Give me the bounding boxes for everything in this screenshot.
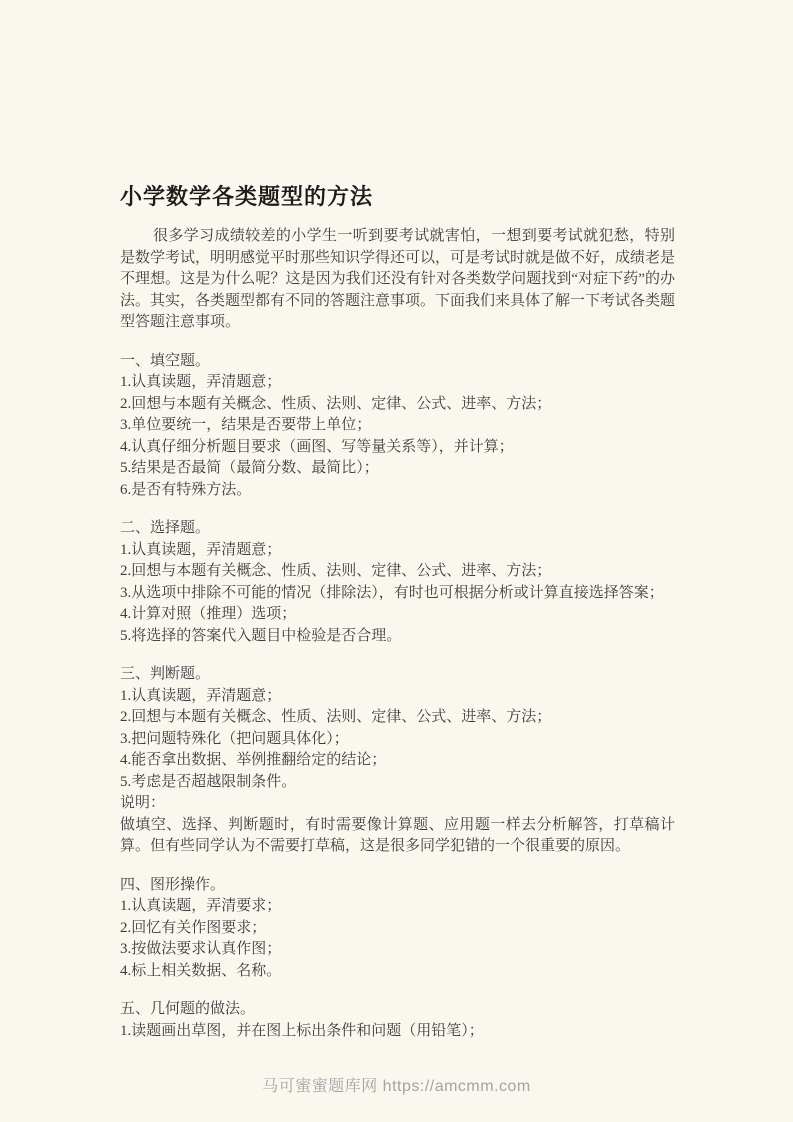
section-heading: 二、选择题。 (120, 520, 211, 536)
page-title: 小学数学各类题型的方法 (120, 184, 374, 209)
section-line: 2.回忆有关作图要求； (120, 919, 267, 936)
section-line: 4.能否拿出数据、举例推翻给定的结论； (120, 752, 387, 768)
section-lines (120, 686, 675, 858)
section (120, 518, 675, 647)
section-line: 5.考虑是否超越限制条件。 (120, 773, 297, 790)
section-line: 3.单位要统一，结果是否要带上单位； (120, 417, 372, 433)
document-content (120, 183, 675, 1042)
section-line: 4.标上相关数据、名称。 (120, 962, 282, 979)
section-line: 5.结果是否最简（最简分数、最简比）； (120, 460, 379, 476)
section-line: 4.计算对照（推理）选项； (120, 606, 297, 622)
intro-paragraph: 很多学习成绩较差的小学生一听到要考试就害怕，一想到要考试就犯愁，特别是数学考试，明明感觉平时那些知识学得还可以，可是考试时就是做不好，成绩老是不理想。这是为什么呢？这是因为我们还没有针对各类数学问题找到“对症下药”的办法。其实，各类题型都有不同的答题注意事项。下面我们来具体了解一下考试各类题型答题注意事项。 (120, 228, 676, 330)
section-lines (120, 1021, 675, 1043)
section-heading: 四、图形操作。 (120, 876, 226, 893)
section-line: 4.认真仔细分析题目要求（画图、写等量关系等），并计算； (120, 438, 514, 455)
section-lines (120, 896, 675, 982)
section-line: 2.回想与本题有关概念、性质、法则、定律、公式、进率、方法； (120, 709, 552, 725)
section (120, 664, 675, 858)
section (120, 875, 675, 983)
section-heading: 五、几何题的做法。 (120, 1001, 256, 1017)
section-heading: 一、填空题。 (120, 352, 211, 369)
section-line: 1.认真读题，弄清题意； (120, 541, 282, 558)
section-line: 2.回想与本题有关概念、性质、法则、定律、公式、进率、方法； (120, 395, 552, 412)
section-note: 做填空、选择、判断题时，有时需要像计算题、应用题一样去分析解答，打草稿计算。但有些同学认为不需要打草稿，这是很多同学犯错的一个很重要的原因。 (120, 816, 675, 854)
section-line: 5.将选择的答案代入题目中检验是否合理。 (120, 627, 402, 644)
section-line: 2.回想与本题有关概念、性质、法则、定律、公式、进率、方法； (120, 563, 552, 579)
section-line: 1.读题画出草图，并在图上标出条件和问题（用铅笔）； (120, 1022, 484, 1039)
section-heading: 三、判断题。 (120, 666, 211, 682)
section-line: 3.按做法要求认真作图； (120, 941, 282, 957)
section (120, 999, 675, 1042)
section (120, 351, 675, 502)
section-line: 3.把问题特殊化（把问题具体化）； (120, 730, 349, 747)
watermark-footer: 马可蜜蜜题库网 https://amcmm.com (262, 1078, 531, 1095)
section-line: 6.是否有特殊方法。 (120, 481, 252, 498)
section-line: 1.认真读题，弄清要求； (120, 898, 282, 914)
section-lines (120, 372, 675, 501)
section-line: 3.从选项中排除不可能的情况（排除法），有时也可根据分析或计算直接选择答案； (120, 584, 664, 601)
sections (120, 351, 675, 1043)
section-line: 说明： (120, 795, 166, 811)
section-line: 1.认真读题，弄清题意； (120, 687, 282, 704)
section-line: 1.认真读题，弄清题意； (120, 374, 282, 390)
section-lines (120, 540, 675, 648)
